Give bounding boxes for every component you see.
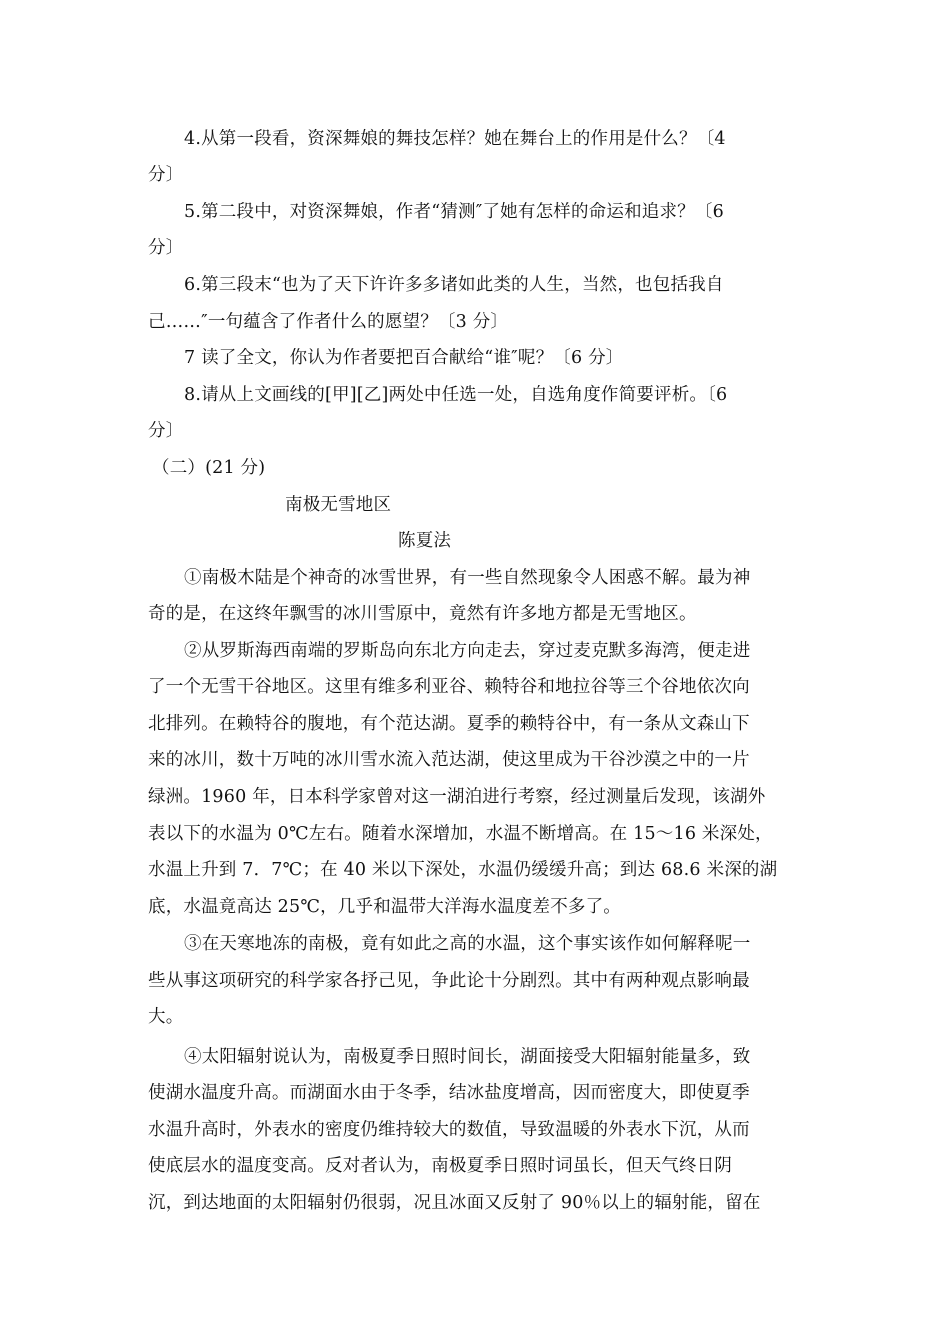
paragraph-4-line-4: 使底层水的温度变高。反对者认为，南极夏季日照时词虽长，但天气终日阴 — [148, 1156, 733, 1176]
question-8-line-2: 分〕 — [148, 421, 184, 441]
question-4-line-2: 分〕 — [148, 165, 184, 185]
question-5-line-2: 分〕 — [148, 238, 184, 258]
paragraph-4-line-3: 水温升高时，外表水的密度仍维持较大的数值，导致温暖的外表水下沉，从而 — [148, 1120, 750, 1140]
paragraph-4-line-5: 沉，到达地面的太阳辐射仍很弱，况且冰面又反射了 90％以上的辐射能，留在 — [148, 1193, 761, 1213]
paragraph-2-line-2: 了一个无雪干谷地区。这里有维多利亚谷、赖特谷和地拉谷等三个谷地依次向 — [148, 677, 750, 697]
paragraph-3-line-1: ③在天寒地冻的南极，竟有如此之高的水温，这个事实该作如何解释呢一 — [184, 934, 751, 954]
article-author: 陈夏法 — [398, 531, 452, 551]
question-8-line-1: 8.请从上文画线的[甲][乙]两处中任选一处，自选角度作简要评析。〔6 — [184, 385, 728, 405]
paragraph-3-line-2: 些从事这项研究的科学家各抒己见，争此论十分剧烈。其中有两种观点影响最 — [148, 971, 750, 991]
section-heading: （二）(21 分) — [152, 458, 266, 478]
paragraph-2-line-8: 底，水温竟高达 25℃，几乎和温带大洋海水温度差不多了。 — [148, 897, 622, 917]
paragraph-1-line-1: ①南极木陆是个神奇的冰雪世界，有一些自然现象令人困惑不解。最为神 — [184, 568, 751, 588]
question-6-line-2: 己……″一句蕴含了作者什么的愿望？〔3 分〕 — [148, 312, 509, 332]
question-5-line-1: 5.第二段中，对资深舞娘，作者“猜测″了她有怎样的命运和追求？〔6 — [184, 202, 724, 222]
article-title: 南极无雪地区 — [285, 495, 392, 515]
paragraph-2-line-4: 来的冰川，数十万吨的冰川雪水流入范达湖，使这里成为干谷沙漠之中的一片 — [148, 750, 750, 770]
paragraph-2-line-1: ②从罗斯海西南端的罗斯岛向东北方向走去，穿过麦克默多海湾，便走进 — [184, 641, 751, 661]
paragraph-1-line-2: 奇的是，在这终年飘雪的冰川雪原中，竟然有许多地方都是无雪地区。 — [148, 604, 697, 624]
question-6-line-1: 6.第三段末“也为了天下许许多多诸如此类的人生，当然，也包括我自 — [184, 275, 724, 295]
paragraph-2-line-7: 水温上升到 7．7℃；在 40 米以下深处，水温仍缓缓升高；到达 68.6 米深的湖 — [148, 860, 778, 880]
question-4-line-1: 4.从第一段看，资深舞娘的舞技怎样？她在舞台上的作用是什么？〔4 — [184, 129, 726, 149]
paragraph-2-line-5: 绿洲。1960 年，日本科学家曾对这一湖泊进行考察，经过测量后发现，该湖外 — [148, 787, 766, 807]
paragraph-2-line-3: 北排列。在赖特谷的腹地，有个范达湖。夏季的赖特谷中，有一条从文森山下 — [148, 714, 750, 734]
paragraph-2-line-6: 表以下的水温为 0℃左右。随着水深增加，水温不断增高。在 15～16 米深处， — [148, 824, 773, 844]
question-7-line-1: 7 读了全文，你认为作者要把百合献给“谁″呢？〔6 分〕 — [184, 348, 624, 368]
paragraph-4-line-2: 使湖水温度升高。而湖面水由于冬季，结冰盐度增高，因而密度大，即使夏季 — [148, 1083, 750, 1103]
paragraph-4-line-1: ④太阳辐射说认为，南极夏季日照时间长，湖面接受大阳辐射能量多，致 — [184, 1047, 751, 1067]
paragraph-3-line-3: 大。 — [148, 1007, 184, 1027]
